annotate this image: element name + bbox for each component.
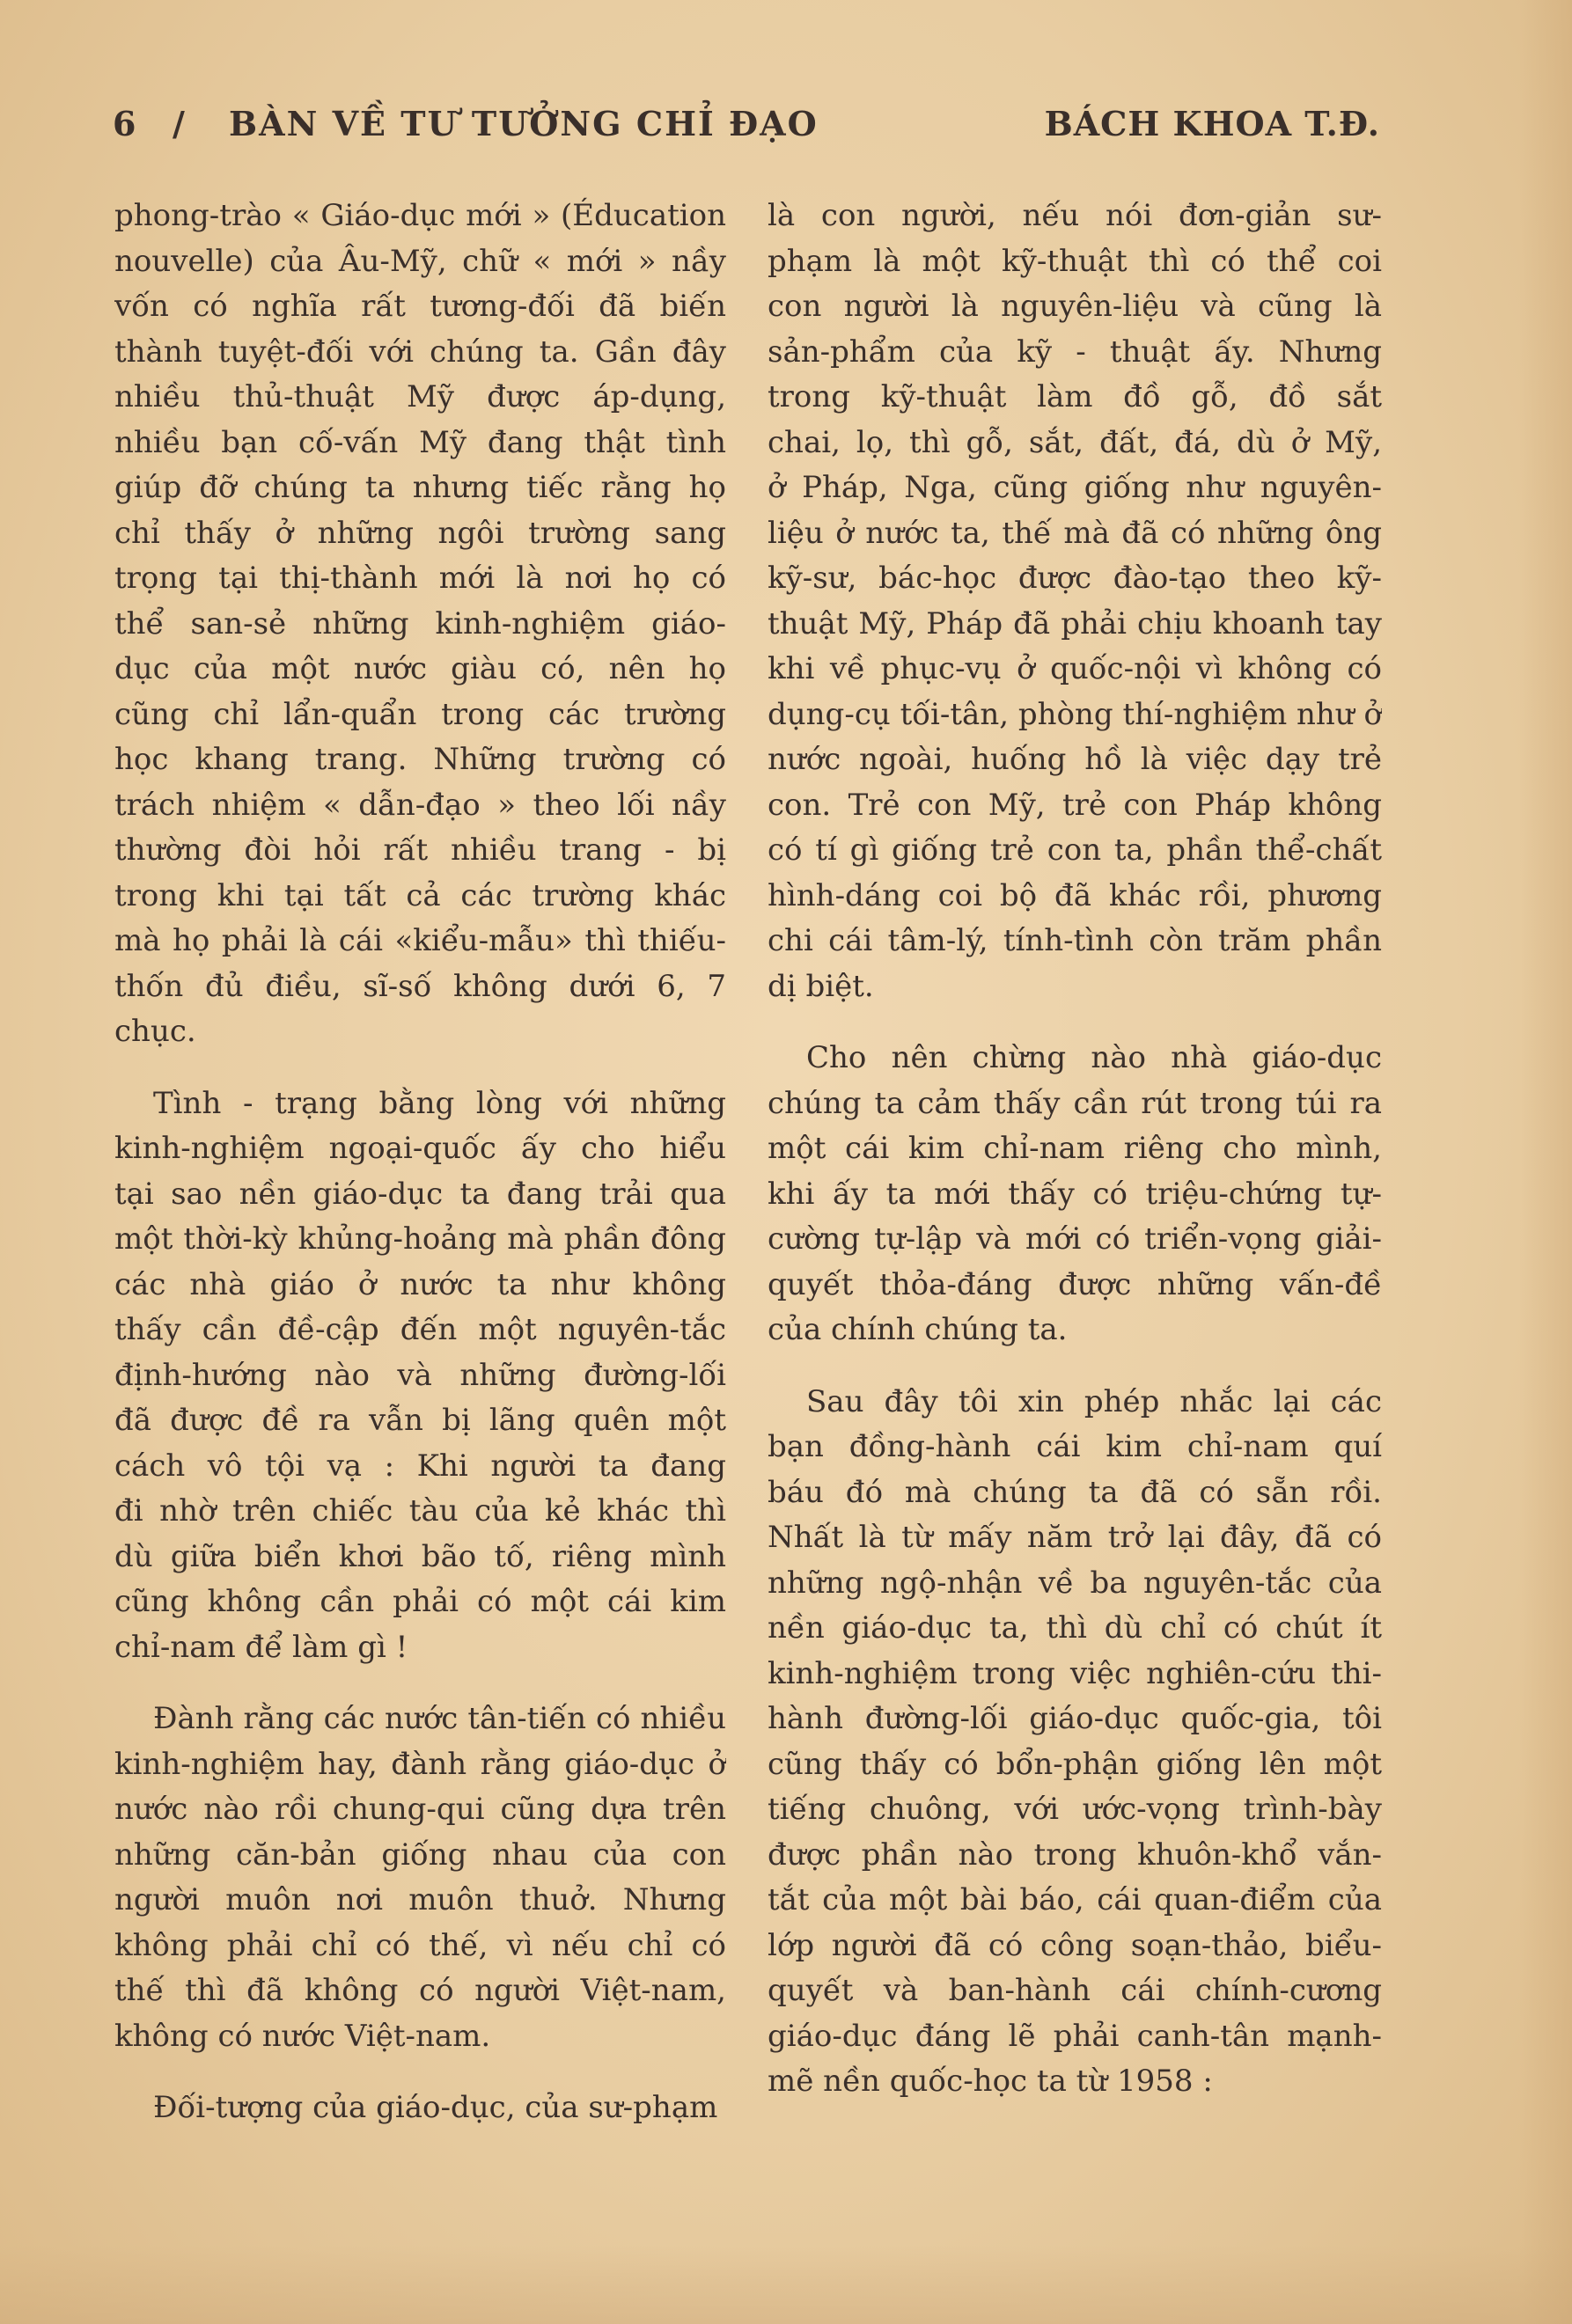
paragraph — [114, 1697, 726, 2059]
text-line: Nhất là từ mấy năm trở lại đây, đã có — [768, 1520, 1382, 1555]
text-line: là con người, nếu nói đơn-giản sư- — [768, 198, 1382, 233]
text-line: kinh-nghiệm trong việc nghiên-cứu thi- — [768, 1655, 1382, 1691]
text-line: những ngộ-nhận về ba nguyên-tắc của — [768, 1565, 1382, 1601]
text-line: khi về phục-vụ ở quốc-nội vì không có — [768, 651, 1382, 686]
text-line: các nhà giáo ở nước ta như không — [114, 1266, 726, 1302]
text-line: được phần nào trong khuôn-khổ vắn- — [768, 1836, 1382, 1873]
text-line: đã được đề ra vẫn bị lãng quên một — [114, 1403, 726, 1438]
paragraph-gap — [768, 1353, 1382, 1380]
text-line: cũng không cần phải có một cái kim — [114, 1584, 726, 1619]
paragraph — [768, 194, 1382, 1009]
text-line: tiếng chuông, với ước-vọng trình-bày — [768, 1792, 1382, 1827]
text-line: quyết thỏa-đáng được những vấn-đề — [768, 1266, 1382, 1302]
text-line: mẽ nền quốc-học ta từ 1958 : — [768, 2064, 1213, 2099]
text-line: thế thì đã không có người Việt-nam, — [114, 1973, 726, 2008]
text-line: một thời-kỳ khủng-hoảng mà phần đông — [114, 1221, 726, 1257]
paragraph-gap — [114, 2059, 726, 2086]
text-line: mà họ phải là cái «kiểu-mẫu» thì thiếu- — [114, 923, 726, 958]
paragraph — [114, 1081, 726, 1671]
text-line: nouvelle) của Âu-Mỹ, chữ « mới » nầy — [114, 243, 726, 279]
text-line: cũng chỉ lẩn-quẩn trong các trường — [114, 696, 726, 732]
text-line: dù giữa biển khơi bão tố, riêng mình — [114, 1538, 726, 1574]
text-line: Sau đây tôi xin phép nhắc lại các — [806, 1383, 1382, 1419]
text-line: phong-trào « Giáo-dục mới » (Éducation — [114, 198, 726, 233]
text-line: chi cái tâm-lý, tính-tình còn trăm phần — [768, 923, 1382, 958]
text-line: nước ngoài, huống hồ là việc dạy trẻ — [768, 742, 1382, 777]
text-line: con. Trẻ con Mỹ, trẻ con Pháp không — [768, 787, 1382, 823]
text-line: trong khi tại tất cả các trường khác — [114, 877, 726, 913]
text-line: thường đòi hỏi rất nhiều trang - bị — [114, 832, 726, 868]
text-line: dị biệt. — [768, 968, 874, 1004]
text-line: nước nào rồi chung-qui cũng dựa trên — [114, 1792, 726, 1827]
text-line: nhiều thủ-thuật Mỹ được áp-dụng, — [114, 379, 726, 414]
text-line: tại sao nền giáo-dục ta đang trải qua — [114, 1176, 726, 1212]
text-line: những căn-bản giống nhau của con — [114, 1836, 726, 1873]
header-separator: / — [173, 104, 186, 143]
text-line: ở Pháp, Nga, cũng giống như nguyên- — [768, 470, 1382, 505]
text-line: cũng thấy có bổn-phận giống lên một — [768, 1746, 1382, 1782]
journal-name: BÁCH KHOA T.Đ. — [1044, 104, 1380, 143]
right-column — [768, 194, 1382, 2105]
text-line: bạn đồng-hành cái kim chỉ-nam quí — [768, 1429, 1382, 1464]
article-title: BÀN VỀ TƯ TƯỞNG CHỈ ĐẠO — [229, 104, 819, 143]
text-line: có tí gì giống trẻ con ta, phần thể-chất — [768, 832, 1382, 868]
text-line: chúng ta cảm thấy cần rút trong túi ra — [768, 1085, 1382, 1121]
text-line: thể san-sẻ những kinh-nghiệm giáo- — [114, 605, 726, 641]
paragraph-gap — [114, 1055, 726, 1081]
text-line: nhiều bạn cố-vấn Mỹ đang thật tình — [114, 424, 726, 460]
text-line: vốn có nghĩa rất tương-đối đã biến — [114, 289, 726, 324]
text-line: đi nhờ trên chiếc tàu của kẻ khác thì — [114, 1493, 726, 1529]
text-line: thành tuyệt-đối với chúng ta. Gần đây — [114, 334, 726, 370]
text-line: kỹ-sư, bác-học được đào-tạo theo kỹ- — [768, 561, 1382, 596]
text-line: Tình - trạng bằng lòng với những — [153, 1085, 726, 1121]
text-line: giáo-dục đáng lẽ phải canh-tân mạnh- — [768, 2018, 1382, 2054]
page-edge-stain — [1519, 0, 1572, 2324]
text-line: thuật Mỹ, Pháp đã phải chịu khoanh tay — [768, 605, 1382, 641]
text-line: cách vô tội vạ : Khi người ta đang — [114, 1448, 726, 1484]
text-line: của chính chúng ta. — [768, 1312, 1068, 1347]
text-line: lớp người đã có công soạn-thảo, biểu- — [768, 1927, 1382, 1963]
text-line: Đối-tượng của giáo-dục, của sư-phạm — [153, 2090, 718, 2125]
paragraph-gap — [768, 1009, 1382, 1036]
page-number: 6 — [113, 104, 137, 143]
text-line: hình-dáng coi bộ đã khác rồi, phương — [768, 877, 1382, 913]
running-header — [113, 97, 1380, 150]
text-line: trọng tại thị-thành mới là nơi họ có — [114, 561, 726, 596]
text-line: kinh-nghiệm ngoại-quốc ấy cho hiểu — [114, 1131, 726, 1166]
paragraph — [768, 1380, 1382, 2105]
text-line: kinh-nghiệm hay, đành rằng giáo-dục ở — [114, 1746, 726, 1782]
left-column — [114, 194, 726, 2131]
text-line: giúp đỡ chúng ta nhưng tiếc rằng họ — [114, 470, 726, 505]
paragraph-gap — [114, 1670, 726, 1697]
text-line: chai, lọ, thì gỗ, sắt, đất, đá, dù ở Mỹ, — [768, 424, 1382, 460]
text-line: con người là nguyên-liệu và cũng là — [768, 289, 1382, 324]
text-line: thấy cần đề-cập đến một nguyên-tắc — [114, 1312, 726, 1347]
text-line: thốn đủ điều, sĩ-số không dưới 6, 7 — [114, 968, 726, 1004]
text-line: chỉ-nam để làm gì ! — [114, 1629, 408, 1665]
text-line: người muôn nơi muôn thuở. Nhưng — [114, 1882, 726, 1917]
text-line: Cho nên chừng nào nhà giáo-dục — [806, 1040, 1382, 1075]
text-line: sản-phẩm của kỹ - thuật ấy. Nhưng — [768, 334, 1382, 370]
text-line: dục của một nước giàu có, nên họ — [114, 651, 726, 686]
text-line: phạm là một kỹ-thuật thì có thể coi — [768, 243, 1382, 279]
text-line: chục. — [114, 1014, 196, 1049]
paragraph — [114, 2086, 726, 2131]
text-line: liệu ở nước ta, thế mà đã có những ông — [768, 515, 1382, 551]
text-line: tắt của một bài báo, cái quan-điểm của — [768, 1882, 1382, 1917]
text-line: định-hướng nào và những đường-lối — [114, 1357, 726, 1393]
text-line: không phải chỉ có thế, vì nếu chỉ có — [114, 1927, 726, 1963]
text-line: cường tự-lập và mới có triển-vọng giải- — [768, 1221, 1382, 1257]
text-line: hành đường-lối giáo-dục quốc-gia, tôi — [768, 1701, 1382, 1736]
text-line: quyết và ban-hành cái chính-cương — [768, 1973, 1382, 2008]
text-line: chỉ thấy ở những ngôi trường sang — [114, 515, 726, 551]
page-bottom-stain — [0, 2245, 1572, 2324]
text-line: Đành rằng các nước tân-tiến có nhiều — [153, 1701, 726, 1736]
text-line: nền giáo-dục ta, thì dù chỉ có chút ít — [768, 1610, 1382, 1646]
text-line: một cái kim chỉ-nam riêng cho mình, — [768, 1131, 1382, 1166]
paragraph — [768, 1036, 1382, 1353]
text-line: học khang trang. Những trường có — [114, 742, 726, 777]
text-line: khi ấy ta mới thấy có triệu-chứng tự- — [768, 1176, 1382, 1212]
text-line: báu đó mà chúng ta đã có sẵn rồi. — [768, 1474, 1382, 1510]
paragraph — [114, 194, 726, 1055]
text-line: trong kỹ-thuật làm đồ gỗ, đồ sắt — [768, 379, 1382, 414]
text-line: không có nước Việt-nam. — [114, 2018, 491, 2054]
text-line: dụng-cụ tối-tân, phòng thí-nghiệm như ở — [768, 696, 1382, 732]
text-line: trách nhiệm « dẫn-đạo » theo lối nầy — [114, 787, 726, 823]
